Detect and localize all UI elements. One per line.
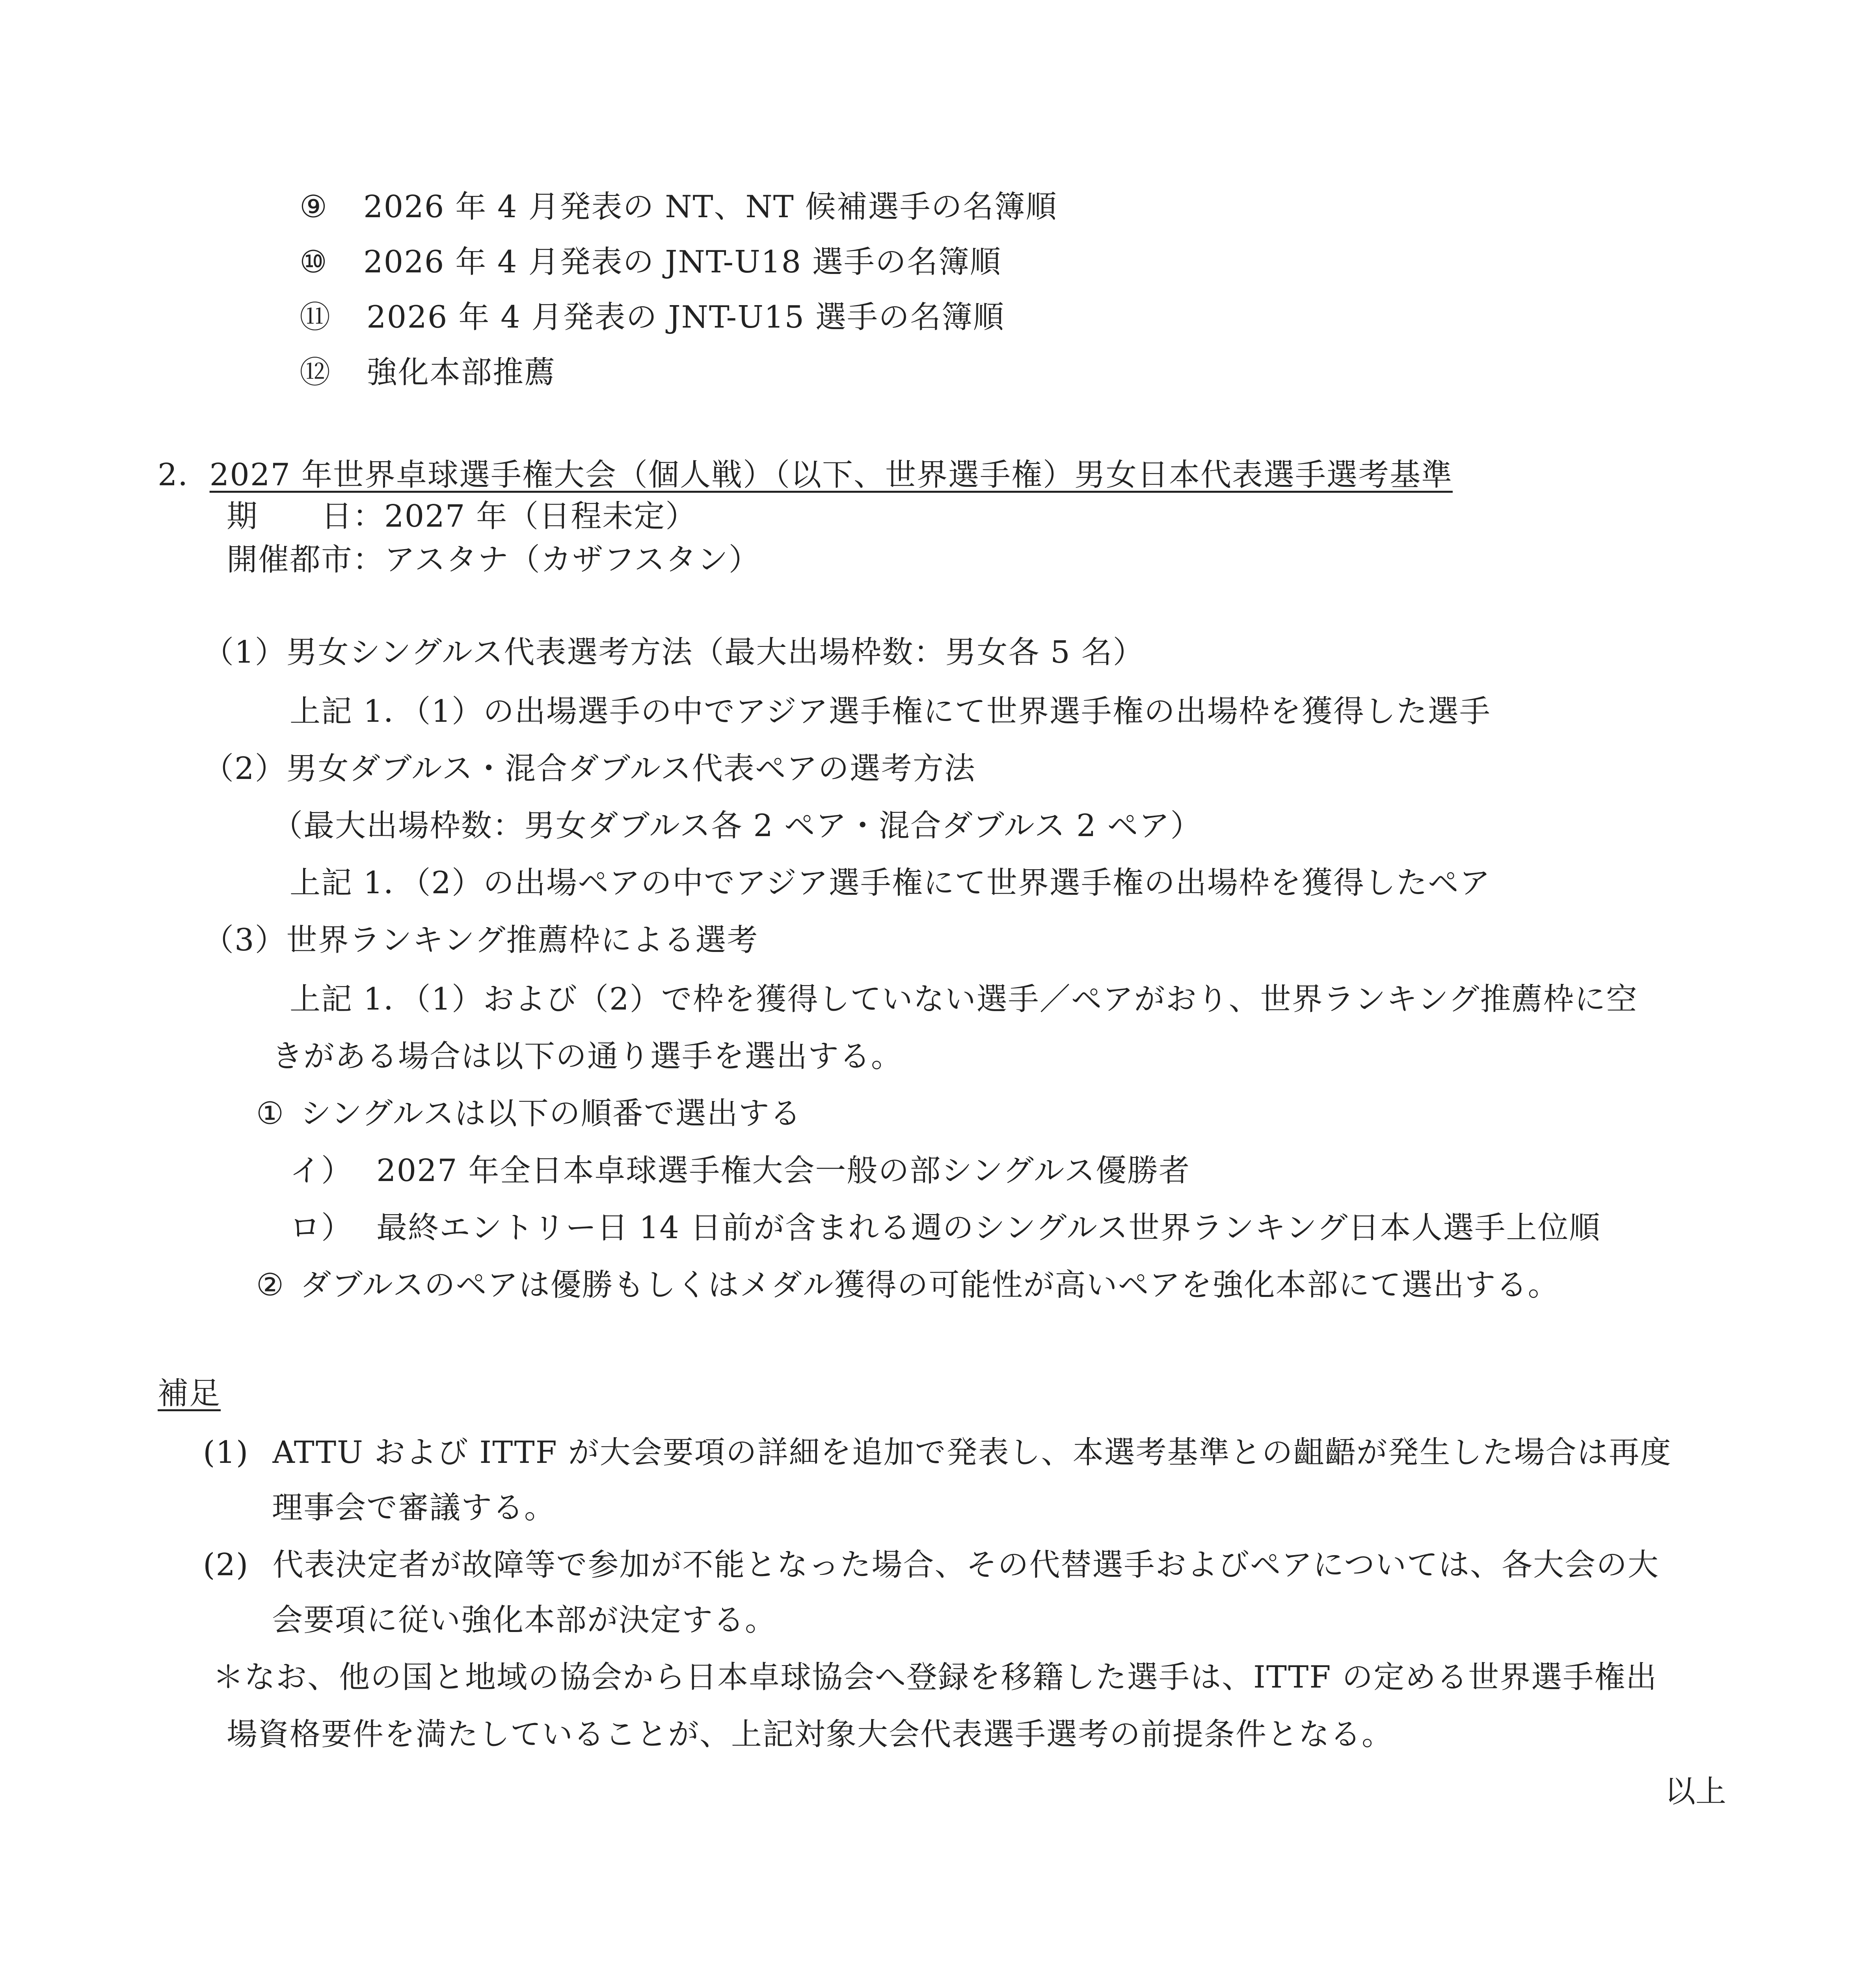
list-marker: ⑪ xyxy=(300,300,331,335)
list-item xyxy=(300,240,1001,284)
subsection-heading: （2）男女ダブルス・混合ダブルス代表ペアの選考方法 xyxy=(203,751,976,786)
note-text-cont: 理事会で審議する。 xyxy=(272,1490,556,1526)
paragraph-note: （最大出場枠数：男女ダブルス各 2 ペア・混合ダブルス 2 ペア） xyxy=(272,808,1202,844)
list-item xyxy=(256,1263,1559,1307)
list-text: 強化本部推薦 xyxy=(367,355,556,390)
note-marker: (2) xyxy=(203,1547,249,1583)
note-marker: (1) xyxy=(203,1435,249,1470)
note-item xyxy=(203,1543,1659,1587)
list-marker: ⑨ xyxy=(300,189,328,225)
list-item xyxy=(300,296,1005,339)
section-title: 2027 年世界卓球選手権大会（個人戦）（以下、世界選手権）男女日本代表選手選考基準 xyxy=(209,457,1453,493)
paragraph: きがある場合は以下の通り選手を選出する。 xyxy=(272,1039,903,1074)
closing-mark: 以上 xyxy=(1664,1774,1726,1809)
note-item xyxy=(203,1431,1672,1474)
note-text-cont: 会要項に従い強化本部が決定する。 xyxy=(272,1602,777,1638)
list-item xyxy=(290,1206,1601,1250)
list-text: 2027 年全日本卓球選手権大会一般の部シングルス優勝者 xyxy=(376,1153,1191,1189)
list-text: シングルスは以下の順番で選出する xyxy=(300,1096,802,1131)
list-marker: ② xyxy=(256,1267,285,1303)
list-marker: ⑩ xyxy=(300,244,328,280)
asterisk-note: ＊なお、他の国と地域の協会から日本卓球協会へ登録を移籍した選手は、ITTF の定める世界選手権出 xyxy=(213,1660,1658,1695)
note-text: 代表決定者が故障等で参加が不能となった場合、その代替選手およびペアについては、各大会の大 xyxy=(272,1547,1659,1583)
paragraph: 上記 1．（2）の出場ペアの中でアジア選手権にて世界選手権の出場枠を獲得したペア xyxy=(290,865,1491,901)
supplement-heading: 補足 xyxy=(158,1376,221,1411)
list-text: 2026 年 4 月発表の JNT-U15 選手の名簿順 xyxy=(367,300,1005,335)
list-marker: ① xyxy=(256,1096,285,1131)
event-date: 期 日：2027 年（日程未定） xyxy=(227,499,697,534)
asterisk-note-cont: 場資格要件を満たしていることが、上記対象大会代表選手選考の前提条件となる。 xyxy=(227,1717,1394,1752)
list-marker: ロ） xyxy=(290,1210,353,1246)
note-text: ATTU および ITTF が大会要項の詳細を追加で発表し、本選考基準との齟齬が発生した場合は再度 xyxy=(272,1435,1672,1470)
list-text: 2026 年 4 月発表の NT、NT 候補選手の名簿順 xyxy=(363,189,1057,225)
paragraph: 上記 1．（1）および（2）で枠を獲得していない選手／ペアがおり、世界ランキング推薦枠に空 xyxy=(290,982,1638,1017)
subsection-heading: （1）男女シングルス代表選考方法（最大出場枠数：男女各 5 名） xyxy=(203,635,1145,670)
list-marker: イ） xyxy=(290,1153,353,1189)
paragraph: 上記 1．（1）の出場選手の中でアジア選手権にて世界選手権の出場枠を獲得した選手 xyxy=(290,694,1491,729)
list-text: 2026 年 4 月発表の JNT-U18 選手の名簿順 xyxy=(363,244,1001,280)
list-item xyxy=(300,351,556,394)
section-heading xyxy=(158,453,1453,497)
list-item xyxy=(290,1149,1190,1192)
section-number: 2． xyxy=(158,457,210,493)
subsection-heading: （3）世界ランキング推薦枠による選考 xyxy=(203,922,759,958)
list-item xyxy=(256,1092,802,1135)
list-item xyxy=(300,185,1057,229)
list-text: ダブルスのペアは優勝もしくはメダル獲得の可能性が高いペアを強化本部にて選出する。 xyxy=(300,1267,1560,1303)
list-text: 最終エントリー日 14 日前が含まれる週のシングルス世界ランキング日本人選手上位順 xyxy=(376,1210,1601,1246)
event-city: 開催都市：アスタナ（カザフスタン） xyxy=(227,542,760,578)
list-marker: ⑫ xyxy=(300,355,331,390)
